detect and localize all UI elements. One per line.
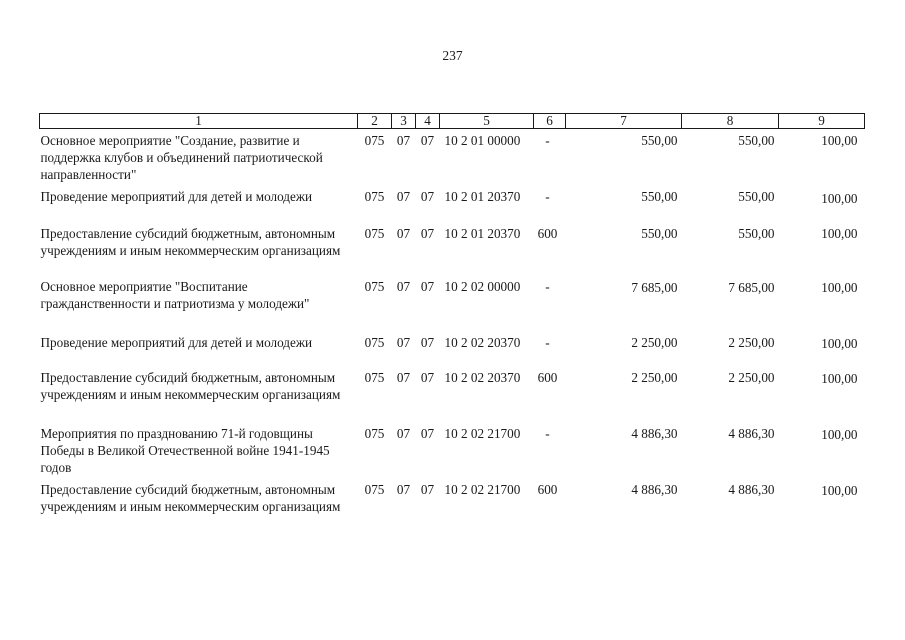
row-col8-value: 2 250,00 (728, 334, 775, 350)
table-row (40, 425, 865, 481)
row-col8-value: 550,00 (738, 188, 775, 204)
col-header-2: 2 (358, 114, 392, 129)
row-expense-type: - (545, 425, 550, 441)
row-section: 07 (396, 369, 411, 385)
row-name: Проведение мероприятий для детей и молодежи (40, 188, 313, 204)
row-col7-value: 550,00 (641, 133, 678, 148)
row-target-code: 10 2 02 00000 (444, 278, 521, 294)
row-col8-value: 4 886,30 (728, 425, 775, 441)
header-row (40, 114, 865, 129)
col-header-1: 1 (40, 114, 358, 129)
col-header-4: 4 (416, 114, 440, 129)
row-col7-value: 7 685,00 (631, 279, 678, 295)
row-code-admin: 075 (364, 133, 385, 148)
row-name: Мероприятия по празднованию 71-й годовщины Победы в Великой Отечественной войне 1941-1945 годов (40, 425, 330, 475)
row-subsection: 07 (420, 481, 435, 497)
row-col9-value: 100,00 (821, 279, 858, 295)
row-name: Основное мероприятие "Создание, развитие и поддержка клубов и объединений патриотической направленности" (40, 133, 323, 182)
row-target-code: 10 2 01 00000 (444, 133, 521, 148)
row-code-admin: 075 (364, 225, 385, 241)
col-header-5: 5 (440, 114, 534, 129)
col-header-9: 9 (779, 114, 865, 129)
row-name: Предоставление субсидий бюджетным, автономным учреждениям и иным некоммерческим организациям (40, 481, 341, 514)
row-code-admin: 075 (364, 334, 385, 350)
table-row (40, 334, 865, 369)
row-col8-value: 550,00 (738, 133, 775, 148)
row-expense-type: - (545, 278, 550, 294)
row-section: 07 (396, 278, 411, 294)
row-col9-value: 100,00 (821, 133, 858, 148)
row-name: Основное мероприятие "Воспитание гражданственности и патриотизма у молодежи" (40, 278, 310, 311)
row-col7-value: 2 250,00 (631, 334, 678, 350)
row-col7-value: 550,00 (641, 225, 678, 241)
row-target-code: 10 2 01 20370 (444, 188, 521, 204)
col-header-7: 7 (566, 114, 682, 129)
table-row (40, 369, 865, 425)
row-expense-type: 600 (537, 481, 558, 497)
table-row (40, 481, 865, 537)
row-target-code: 10 2 02 21700 (444, 481, 521, 497)
row-section: 07 (396, 481, 411, 497)
row-subsection: 07 (420, 278, 435, 294)
row-subsection: 07 (420, 225, 435, 241)
row-code-admin: 075 (364, 278, 385, 294)
row-col8-value: 7 685,00 (728, 279, 775, 295)
row-subsection: 07 (420, 334, 435, 350)
row-subsection: 07 (420, 133, 435, 148)
row-col9-value: 100,00 (821, 482, 858, 498)
row-code-admin: 075 (364, 188, 385, 204)
row-target-code: 10 2 02 21700 (444, 425, 521, 441)
row-col8-value: 550,00 (738, 225, 775, 241)
row-subsection: 07 (420, 369, 435, 385)
row-target-code: 10 2 02 20370 (444, 369, 521, 385)
row-col7-value: 4 886,30 (631, 425, 678, 441)
row-section: 07 (396, 425, 411, 441)
row-col7-value: 550,00 (641, 188, 678, 204)
row-name: Проведение мероприятий для детей и молодежи (40, 334, 313, 350)
row-col8-value: 2 250,00 (728, 369, 775, 385)
row-col9-value: 100,00 (821, 190, 858, 206)
col-header-8: 8 (682, 114, 779, 129)
row-expense-type: 600 (537, 225, 558, 241)
col-header-6: 6 (534, 114, 566, 129)
table-row (40, 278, 865, 334)
col-header-3: 3 (392, 114, 416, 129)
row-expense-type: 600 (537, 369, 558, 385)
row-section: 07 (396, 133, 411, 148)
row-col7-value: 2 250,00 (631, 369, 678, 385)
row-col9-value: 100,00 (821, 335, 858, 351)
table-row (40, 129, 865, 186)
row-code-admin: 075 (364, 369, 385, 385)
row-section: 07 (396, 334, 411, 350)
row-col8-value: 4 886,30 (728, 481, 775, 497)
row-name: Предоставление субсидий бюджетным, автономным учреждениям и иным некоммерческим организациям (40, 225, 341, 258)
row-target-code: 10 2 02 20370 (444, 334, 521, 350)
row-expense-type: - (545, 188, 550, 204)
row-target-code: 10 2 01 20370 (444, 225, 521, 241)
row-code-admin: 075 (364, 481, 385, 497)
row-section: 07 (396, 188, 411, 204)
row-subsection: 07 (420, 188, 435, 204)
table-row (40, 186, 865, 222)
row-col9-value: 100,00 (821, 225, 858, 241)
row-code-admin: 075 (364, 425, 385, 441)
row-name: Предоставление субсидий бюджетным, автономным учреждениям и иным некоммерческим организациям (40, 369, 341, 402)
row-expense-type: - (545, 133, 550, 148)
row-col9-value: 100,00 (821, 370, 858, 386)
row-col9-value: 100,00 (821, 426, 858, 442)
row-expense-type: - (545, 334, 550, 350)
page-number: 237 (442, 48, 463, 63)
budget-table (39, 113, 865, 537)
row-section: 07 (396, 225, 411, 241)
row-subsection: 07 (420, 425, 435, 441)
table-row (40, 222, 865, 278)
row-col7-value: 4 886,30 (631, 481, 678, 497)
